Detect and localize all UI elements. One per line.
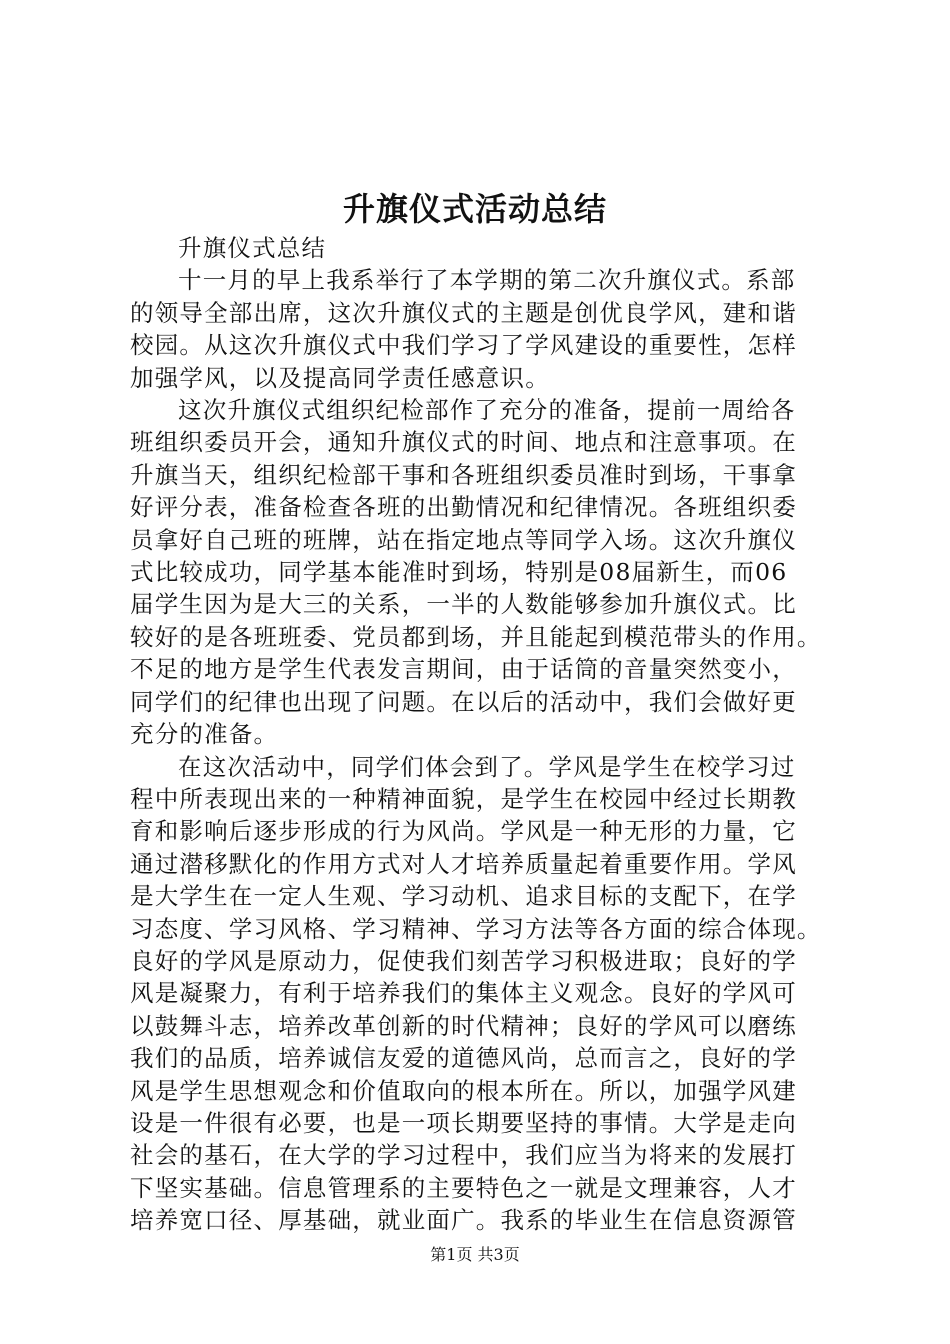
paragraph-line: 社会的基石，在大学的学习过程中，我们应当为将来的发展打: [130, 1141, 797, 1170]
paragraph-line: 程中所表现出来的一种精神面貌，是学生在校园中经过长期教: [130, 784, 797, 813]
paragraph-line: 式比较成功，同学基本能准时到场，特别是08届新生，而06: [130, 558, 788, 587]
paragraph-line: 良好的学风是原动力，促使我们刻苦学习积极进取；良好的学: [130, 946, 797, 975]
paragraph-line: 不足的地方是学生代表发言期间，由于话筒的音量突然变小，: [130, 655, 797, 684]
paragraph-line: 育和影响后逐步形成的行为风尚。学风是一种无形的力量，它: [130, 817, 797, 846]
subtitle-line: 升旗仪式总结: [178, 234, 327, 262]
paragraph-line: 以鼓舞斗志，培养改革创新的时代精神；良好的学风可以磨练: [130, 1011, 797, 1040]
paragraph-line: 习态度、学习风格、学习精神、学习方法等各方面的综合体现。: [130, 914, 822, 943]
paragraph-line: 下坚实基础。信息管理系的主要特色之一就是文理兼容，人才: [130, 1173, 797, 1202]
paragraph-line: 升旗当天，组织纪检部干事和各班组织委员准时到场，干事拿: [130, 460, 797, 489]
paragraph-line: 届学生因为是大三的关系，一半的人数能够参加升旗仪式。比: [130, 590, 797, 619]
paragraph-line: 风是学生思想观念和价值取向的根本所在。所以，加强学风建: [130, 1076, 797, 1105]
paragraph-line: 较好的是各班班委、党员都到场，并且能起到模范带头的作用。: [130, 622, 822, 651]
paragraph-line: 我们的品质，培养诚信友爱的道德风尚，总而言之，良好的学: [130, 1044, 797, 1073]
paragraph-line: 员拿好自己班的班牌，站在指定地点等同学入场。这次升旗仪: [130, 525, 797, 554]
paragraph-line: 校园。从这次升旗仪式中我们学习了学风建设的重要性，怎样: [130, 331, 797, 360]
paragraph-line: 培养宽口径、厚基础，就业面广。我系的毕业生在信息资源管: [130, 1206, 797, 1235]
document-title: 升旗仪式活动总结: [342, 190, 607, 228]
document-body: [130, 232, 828, 1237]
paragraph-line: 十一月的早上我系举行了本学期的第二次升旗仪式。系部: [178, 266, 796, 295]
paragraph-line: 班组织委员开会，通知升旗仪式的时间、地点和注意事项。在: [130, 428, 797, 457]
paragraph-line: 好评分表，准备检查各班的出勤情况和纪律情况。各班组织委: [130, 493, 797, 522]
page-number-footer: 第1页 共3页: [430, 1245, 520, 1264]
paragraph-line: 设是一件很有必要，也是一项长期要坚持的事情。大学是走向: [130, 1108, 797, 1137]
paragraph-line: 加强学风，以及提高同学责任感意识。: [130, 363, 550, 392]
paragraph-line: 是大学生在一定人生观、学习动机、追求目标的支配下，在学: [130, 882, 797, 911]
paragraph-line: 充分的准备。: [130, 720, 279, 749]
paragraph-line: 通过潜移默化的作用方式对人才培养质量起着重要作用。学风: [130, 849, 797, 878]
paragraph-line: 在这次活动中，同学们体会到了。学风是学生在校学习过: [178, 752, 796, 781]
paragraph-line: 这次升旗仪式组织纪检部作了充分的准备，提前一周给各: [178, 396, 796, 425]
paragraph-line: 的领导全部出席，这次升旗仪式的主题是创优良学风，建和谐: [130, 298, 797, 327]
paragraph-line: 风是凝聚力，有利于培养我们的集体主义观念。良好的学风可: [130, 979, 797, 1008]
paragraph-line: 同学们的纪律也出现了问题。在以后的活动中，我们会做好更: [130, 687, 797, 716]
